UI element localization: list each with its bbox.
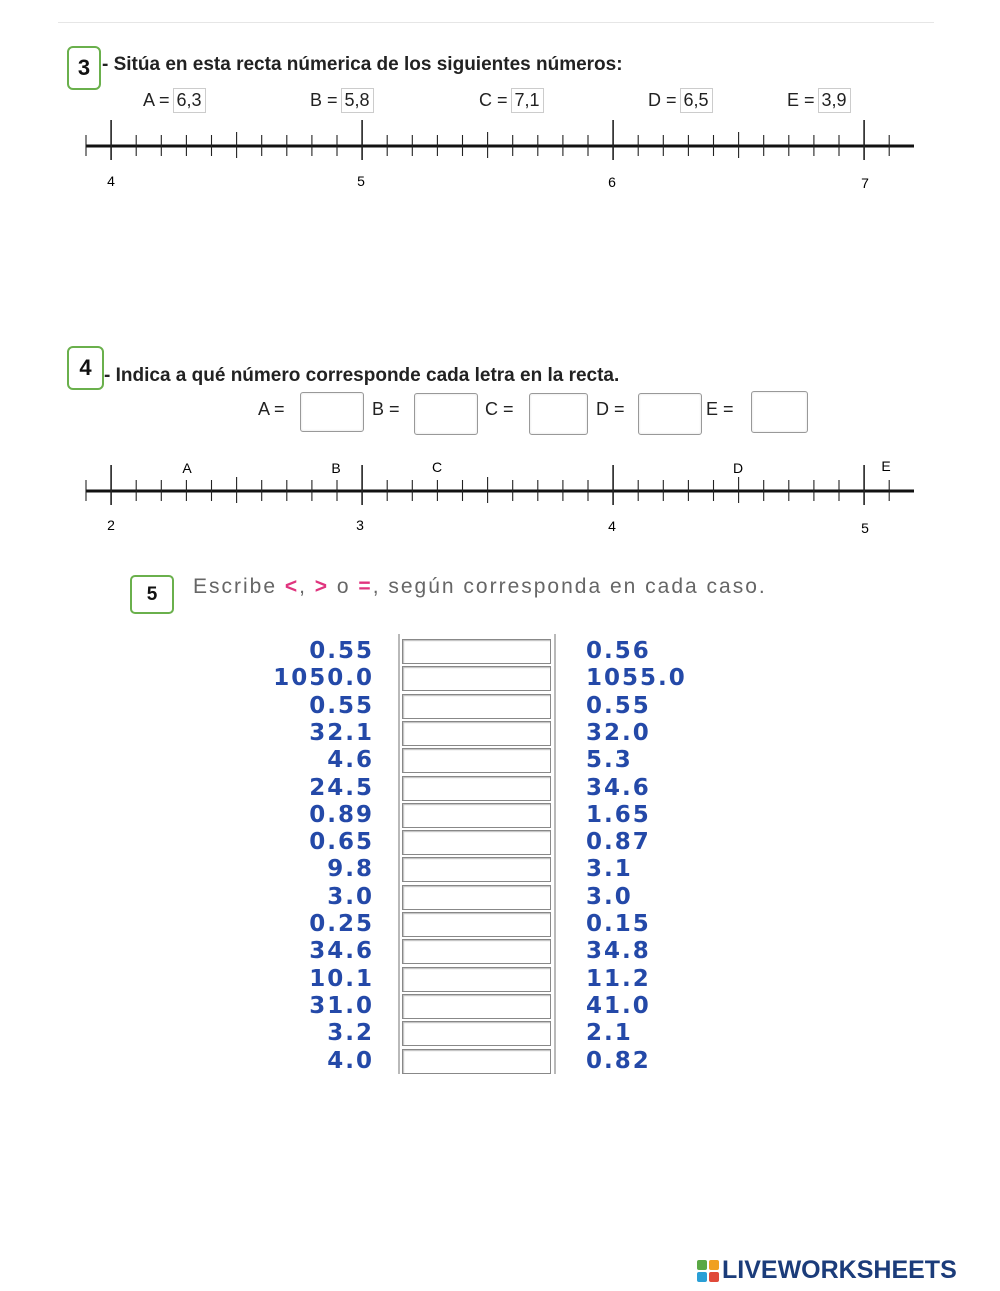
instruction-text-2: , según corresponda en cada caso. bbox=[372, 575, 767, 598]
point-b-letter: B bbox=[331, 460, 341, 476]
right-value: 2.1 bbox=[586, 1020, 633, 1046]
liveworksheets-brand bbox=[697, 1256, 957, 1285]
left-value: 4.0 bbox=[327, 1048, 374, 1074]
left-value: 0.25 bbox=[309, 911, 374, 937]
point-e-letter: E bbox=[881, 458, 891, 474]
given-e-value: 3,9 bbox=[818, 88, 851, 113]
comparison-input[interactable] bbox=[402, 748, 551, 773]
right-value: 34.6 bbox=[586, 775, 651, 801]
right-value: 3.1 bbox=[586, 856, 633, 882]
right-value: 0.56 bbox=[586, 638, 651, 664]
comparison-input[interactable] bbox=[402, 1049, 551, 1074]
comparison-input[interactable] bbox=[402, 639, 551, 664]
answer-b-input[interactable] bbox=[414, 393, 478, 435]
given-c-value: 7,1 bbox=[511, 88, 544, 113]
given-a-value: 6,3 bbox=[173, 88, 206, 113]
answer-d-input[interactable] bbox=[638, 393, 702, 435]
liveworksheets-logo-icon bbox=[697, 1260, 719, 1282]
answer-d-label: D = bbox=[596, 399, 625, 419]
number-line-1 bbox=[0, 110, 1000, 200]
left-value: 10.1 bbox=[309, 966, 374, 992]
axis2-label-4: 4 bbox=[608, 518, 616, 534]
axis1-label-6: 6 bbox=[608, 174, 616, 190]
right-value: 0.82 bbox=[586, 1048, 651, 1074]
answer-a-input[interactable] bbox=[300, 392, 364, 432]
comparison-input[interactable] bbox=[402, 857, 551, 882]
comparison-input[interactable] bbox=[402, 803, 551, 828]
equals-symbol: = bbox=[358, 575, 373, 598]
left-value: 31.0 bbox=[309, 993, 374, 1019]
right-value: 41.0 bbox=[586, 993, 651, 1019]
answer-e-label: E = bbox=[706, 399, 734, 419]
comparison-input[interactable] bbox=[402, 912, 551, 937]
left-value: 0.89 bbox=[309, 802, 374, 828]
question-3-title: - Sitúa en esta recta númerica de los siguientes números: bbox=[102, 54, 623, 75]
comparison-input[interactable] bbox=[402, 1021, 551, 1046]
left-value: 34.6 bbox=[309, 938, 374, 964]
axis2-label-2: 2 bbox=[107, 517, 115, 533]
right-value: 34.8 bbox=[586, 938, 651, 964]
number-line-2 bbox=[0, 455, 1000, 545]
right-value: 0.15 bbox=[586, 911, 651, 937]
right-value: 1055.0 bbox=[586, 665, 687, 691]
question-5-instruction bbox=[193, 576, 873, 598]
given-e-label: E = bbox=[787, 90, 815, 110]
question-4-badge: 4 bbox=[67, 346, 104, 390]
answer-b-label: B = bbox=[372, 399, 400, 419]
question-3-badge: 3 bbox=[67, 46, 101, 90]
axis1-label-7: 7 bbox=[861, 175, 869, 191]
given-d-value: 6,5 bbox=[680, 88, 713, 113]
answer-c-label: C = bbox=[485, 399, 514, 419]
left-value: 0.65 bbox=[309, 829, 374, 855]
left-value: 24.5 bbox=[309, 775, 374, 801]
right-value: 1.65 bbox=[586, 802, 651, 828]
comparison-input[interactable] bbox=[402, 776, 551, 801]
right-value: 3.0 bbox=[586, 884, 633, 910]
given-c-label: C = bbox=[479, 90, 508, 110]
given-b-value: 5,8 bbox=[341, 88, 374, 113]
point-a-letter: A bbox=[182, 460, 192, 476]
comparison-input[interactable] bbox=[402, 721, 551, 746]
answer-e-input[interactable] bbox=[751, 391, 808, 433]
question-4-title: - Indica a qué número corresponde cada letra en la recta. bbox=[104, 365, 620, 386]
left-value: 0.55 bbox=[309, 638, 374, 664]
answer-c-input[interactable] bbox=[529, 393, 588, 435]
right-value: 0.55 bbox=[586, 693, 651, 719]
comparison-input[interactable] bbox=[402, 939, 551, 964]
brand-name: LIVEWORKSHEETS bbox=[722, 1256, 957, 1284]
question-5-badge: 5 bbox=[130, 575, 174, 614]
instruction-sep-2: o bbox=[329, 575, 359, 598]
comparison-input[interactable] bbox=[402, 967, 551, 992]
answer-a-label: A = bbox=[258, 399, 285, 419]
point-c-letter: C bbox=[431, 459, 443, 475]
given-b-label: B = bbox=[310, 90, 338, 110]
left-value: 32.1 bbox=[309, 720, 374, 746]
right-value: 0.87 bbox=[586, 829, 651, 855]
axis1-label-4: 4 bbox=[107, 173, 115, 189]
left-value: 3.0 bbox=[327, 884, 374, 910]
left-value: 9.8 bbox=[327, 856, 374, 882]
right-value: 32.0 bbox=[586, 720, 651, 746]
axis2-label-5: 5 bbox=[861, 520, 869, 536]
comparison-input[interactable] bbox=[402, 885, 551, 910]
right-value: 5.3 bbox=[586, 747, 633, 773]
given-d-label: D = bbox=[648, 90, 677, 110]
comparison-input[interactable] bbox=[402, 694, 551, 719]
top-divider bbox=[58, 22, 934, 23]
right-value: 11.2 bbox=[586, 966, 651, 992]
left-value: 3.2 bbox=[327, 1020, 374, 1046]
comparison-input[interactable] bbox=[402, 666, 551, 691]
comparison-input[interactable] bbox=[402, 830, 551, 855]
instruction-text-1: Escribe bbox=[193, 575, 285, 598]
point-d-letter: D bbox=[732, 460, 744, 476]
given-a-label: A = bbox=[143, 90, 170, 110]
left-value: 1050.0 bbox=[273, 665, 374, 691]
axis2-label-3: 3 bbox=[356, 517, 364, 533]
instruction-sep-1: , bbox=[299, 575, 315, 598]
greater-than-symbol: > bbox=[314, 575, 330, 598]
comparison-input[interactable] bbox=[402, 994, 551, 1019]
left-value: 0.55 bbox=[309, 693, 374, 719]
less-than-symbol: < bbox=[284, 575, 300, 598]
axis1-label-5: 5 bbox=[357, 173, 365, 189]
left-value: 4.6 bbox=[327, 747, 374, 773]
